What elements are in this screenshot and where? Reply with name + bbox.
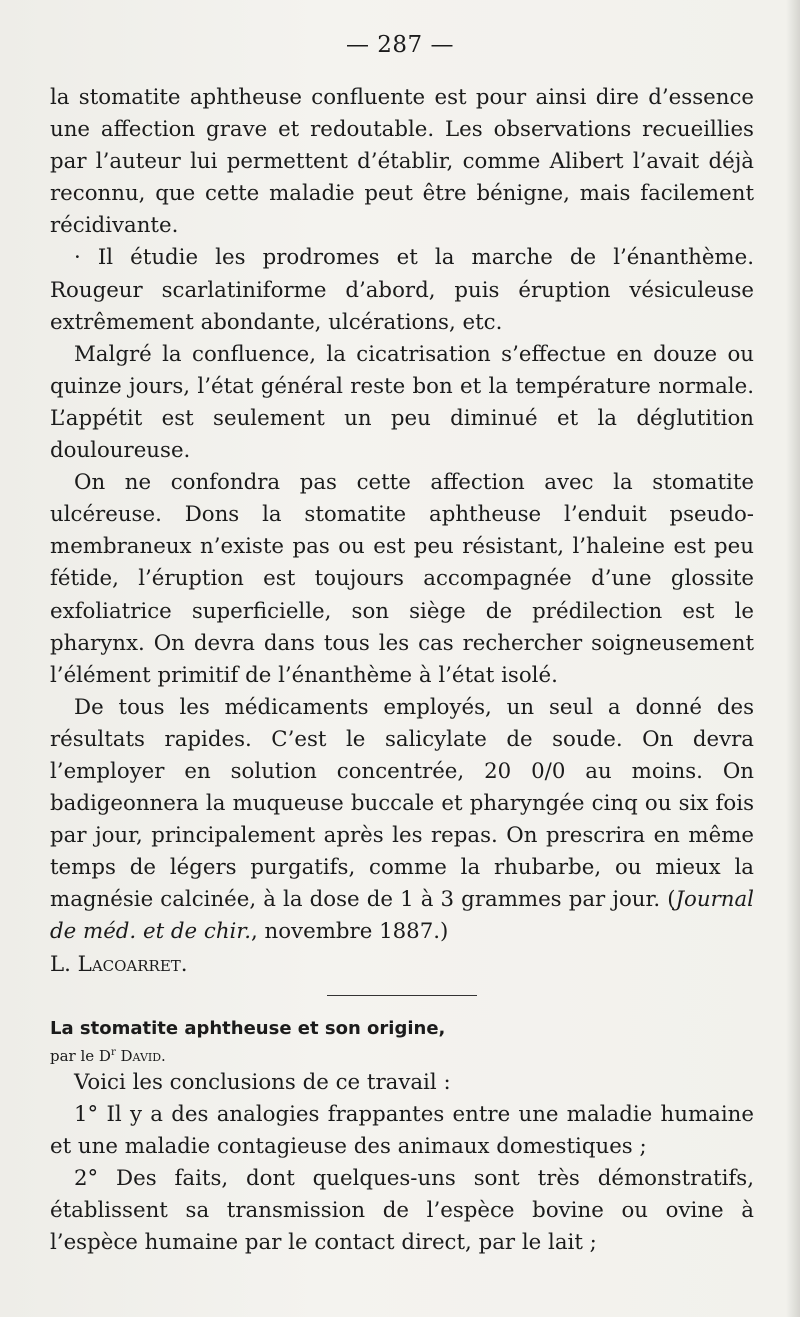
article-byline: par le $D^r$ David. (50, 1046, 166, 1065)
page-number: — 287 — (345, 32, 455, 58)
article-title: La stomatite aphtheuse et son origine, (50, 1017, 446, 1039)
citation-prefix: jour. ( (612, 887, 676, 913)
citation-date: , novembre 1887.) (250, 919, 449, 945)
paragraph-prodromes: · Il étudie les prodromes et la marche de l’énanthème. Rougeur scarlatiniforme d’abord, puis éruption vésiculeuse extrêmement abondante, ulcérations, etc. (50, 245, 754, 335)
conclusion-1: 1° Il y a des analogies frappantes entre une maladie humaine et une maladie contagieuse des animaux domestiques ; (50, 1101, 754, 1159)
paragraph-treatment (50, 692, 754, 949)
author-name: David. (120, 1046, 166, 1065)
treatment-text: De tous les médicaments employés, un seul a donné des résultats rapides. C’est le salicylate de soude. On devra l’employer en solution concentrée, 20 0/0 au moins. On badigeonnera la muqueuse buccale et pharyngée cinq ou six fois par jour, principalement après les repas. On prescrira en même temps de légers purgatifs, comme la rhubarbe, ou mieux la magnésie calcinée, à la dose de 1 à 3 grammes par (50, 694, 754, 913)
signature: L. Lacoarret. (50, 951, 188, 977)
conclusion-2: 2° Des faits, dont quelques-uns sont très démonstratifs, établissent sa transmission de l’espèce bovine ou ovine à l’espèce humaine par le contact direct, par le lait ; (50, 1165, 754, 1256)
page-edge-shadow (786, 0, 800, 1317)
paragraph-diagnosis: On ne confondra pas cette affection avec la stomatite ulcéreuse. Dons la stomatite aphtheuse l’enduit pseudo-membraneux n’existe pas ou est peu résistant, l’haleine est peu fétide, l’éruption est toujours accompagnée d’une glossite exfoliatrice superficielle, son siège de prédilection est le pharynx. On devra dans tous les cas rechercher soigneusement l’élément primitif de l’énanthème à l’état isolé. (50, 470, 754, 688)
journal-title: Journal de méd. et de chir. (50, 887, 754, 945)
paragraph-continuation: la stomatite aphtheuse confluente est pour ainsi dire d’essence une affection grave et redoutable. Les observations recueillies par l’auteur lui permettent d’établir, comme Alibert l’avait déjà reconnu, que cette maladie peut être bénigne, mais facilement récidivante. (50, 85, 754, 239)
section-divider (327, 995, 477, 996)
paragraph-confluence: Malgré la confluence, la cicatrisation s’effectue en douze ou quinze jours, l’état général reste bon et la température normale. L’appétit est seulement un peu diminué et la déglutition douloureuse. (50, 341, 754, 464)
conclusions-intro: Voici les conclusions de ce travail : (74, 1069, 451, 1095)
body-text (50, 82, 754, 1259)
